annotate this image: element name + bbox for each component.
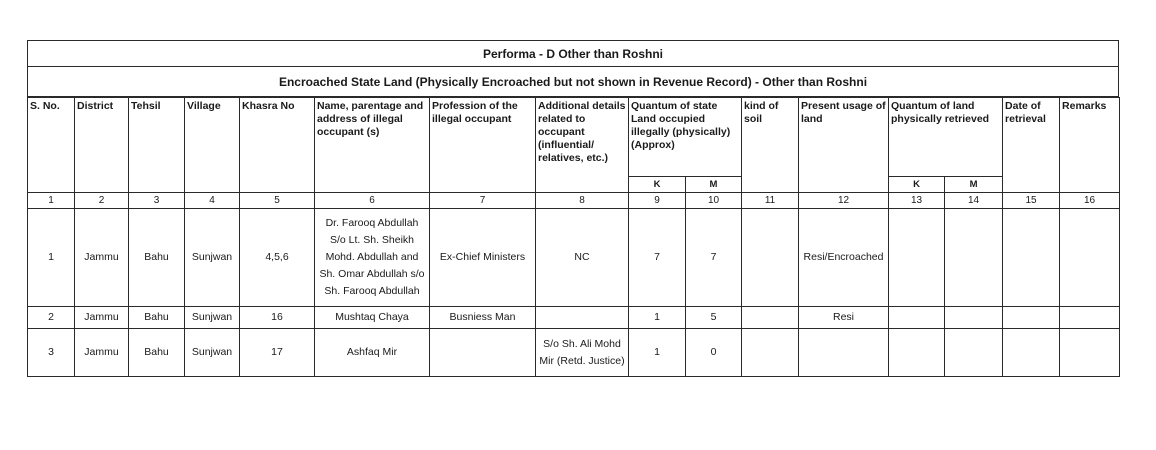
cell-sno: 2	[28, 307, 75, 329]
cell-retrieved-k	[889, 209, 945, 307]
cell-sno: 1	[28, 209, 75, 307]
cell-village: Sunjwan	[185, 209, 240, 307]
cell-date	[1003, 329, 1060, 377]
header-tehsil: Tehsil	[129, 98, 185, 193]
cell-district: Jammu	[75, 329, 129, 377]
cell-additional	[536, 307, 629, 329]
table-row	[28, 329, 1120, 377]
cell-profession	[430, 329, 536, 377]
encroachment-table	[27, 97, 1120, 377]
subheader-k-occupied: K	[629, 177, 686, 193]
column-number: 16	[1060, 193, 1120, 209]
column-number: 5	[240, 193, 315, 209]
cell-khasra: 4,5,6	[240, 209, 315, 307]
column-number: 12	[799, 193, 889, 209]
cell-name: Mushtaq Chaya	[315, 307, 430, 329]
cell-retrieved-m	[945, 329, 1003, 377]
performa-d-sheet	[27, 40, 1119, 377]
cell-remarks	[1060, 329, 1120, 377]
cell-usage: Resi/Encroached	[799, 209, 889, 307]
cell-sno: 3	[28, 329, 75, 377]
header-district: District	[75, 98, 129, 193]
column-number: 13	[889, 193, 945, 209]
header-soil: kind of soil	[742, 98, 799, 193]
cell-additional: S/o Sh. Ali Mohd Mir (Retd. Justice)	[536, 329, 629, 377]
cell-retrieved-k	[889, 329, 945, 377]
column-number: 4	[185, 193, 240, 209]
cell-district: Jammu	[75, 209, 129, 307]
subheader-m-occupied: M	[686, 177, 742, 193]
cell-date	[1003, 209, 1060, 307]
cell-soil	[742, 209, 799, 307]
document-title: Performa - D Other than Roshni	[27, 40, 1119, 67]
cell-k: 7	[629, 209, 686, 307]
header-remarks: Remarks	[1060, 98, 1120, 193]
cell-khasra: 16	[240, 307, 315, 329]
cell-profession: Busniess Man	[430, 307, 536, 329]
cell-k: 1	[629, 329, 686, 377]
cell-soil	[742, 329, 799, 377]
cell-soil	[742, 307, 799, 329]
document-subtitle: Encroached State Land (Physically Encroached but not shown in Revenue Record) - Other than Roshni	[27, 67, 1119, 97]
cell-retrieved-m	[945, 209, 1003, 307]
column-number: 6	[315, 193, 430, 209]
column-number: 15	[1003, 193, 1060, 209]
column-number: 9	[629, 193, 686, 209]
cell-date	[1003, 307, 1060, 329]
cell-name: Dr. Farooq Abdullah S/o Lt. Sh. Sheikh Mohd. Abdullah and Sh. Omar Abdullah s/o Sh. Farooq Abdullah	[315, 209, 430, 307]
cell-village: Sunjwan	[185, 329, 240, 377]
cell-m: 7	[686, 209, 742, 307]
column-number: 8	[536, 193, 629, 209]
subheader-m-retrieved: M	[945, 177, 1003, 193]
header-additional: Additional details related to occupant (influential/ relatives, etc.)	[536, 98, 629, 193]
column-number: 10	[686, 193, 742, 209]
column-number: 2	[75, 193, 129, 209]
cell-tehsil: Bahu	[129, 209, 185, 307]
cell-m: 5	[686, 307, 742, 329]
cell-retrieved-m	[945, 307, 1003, 329]
header-quantum-occupied: Quantum of state Land occupied illegally (physically) (Approx)	[629, 98, 742, 177]
cell-usage	[799, 329, 889, 377]
cell-name: Ashfaq Mir	[315, 329, 430, 377]
header-row	[28, 98, 1120, 177]
cell-k: 1	[629, 307, 686, 329]
cell-profession: Ex-Chief Ministers	[430, 209, 536, 307]
header-sno: S. No.	[28, 98, 75, 193]
header-profession: Profession of the illegal occupant	[430, 98, 536, 193]
column-number: 11	[742, 193, 799, 209]
header-usage: Present usage of land	[799, 98, 889, 193]
cell-usage: Resi	[799, 307, 889, 329]
column-number: 1	[28, 193, 75, 209]
header-name: Name, parentage and address of illegal occupant (s)	[315, 98, 430, 193]
cell-m: 0	[686, 329, 742, 377]
cell-tehsil: Bahu	[129, 307, 185, 329]
cell-village: Sunjwan	[185, 307, 240, 329]
column-number: 14	[945, 193, 1003, 209]
cell-tehsil: Bahu	[129, 329, 185, 377]
table-row	[28, 209, 1120, 307]
cell-retrieved-k	[889, 307, 945, 329]
cell-remarks	[1060, 209, 1120, 307]
cell-district: Jammu	[75, 307, 129, 329]
column-number-row	[28, 193, 1120, 209]
table-row	[28, 307, 1120, 329]
subheader-k-retrieved: K	[889, 177, 945, 193]
cell-khasra: 17	[240, 329, 315, 377]
column-number: 7	[430, 193, 536, 209]
header-village: Village	[185, 98, 240, 193]
cell-additional: NC	[536, 209, 629, 307]
column-number: 3	[129, 193, 185, 209]
header-date: Date of retrieval	[1003, 98, 1060, 193]
cell-remarks	[1060, 307, 1120, 329]
header-quantum-retrieved: Quantum of land physically retrieved	[889, 98, 1003, 177]
header-khasra: Khasra No	[240, 98, 315, 193]
